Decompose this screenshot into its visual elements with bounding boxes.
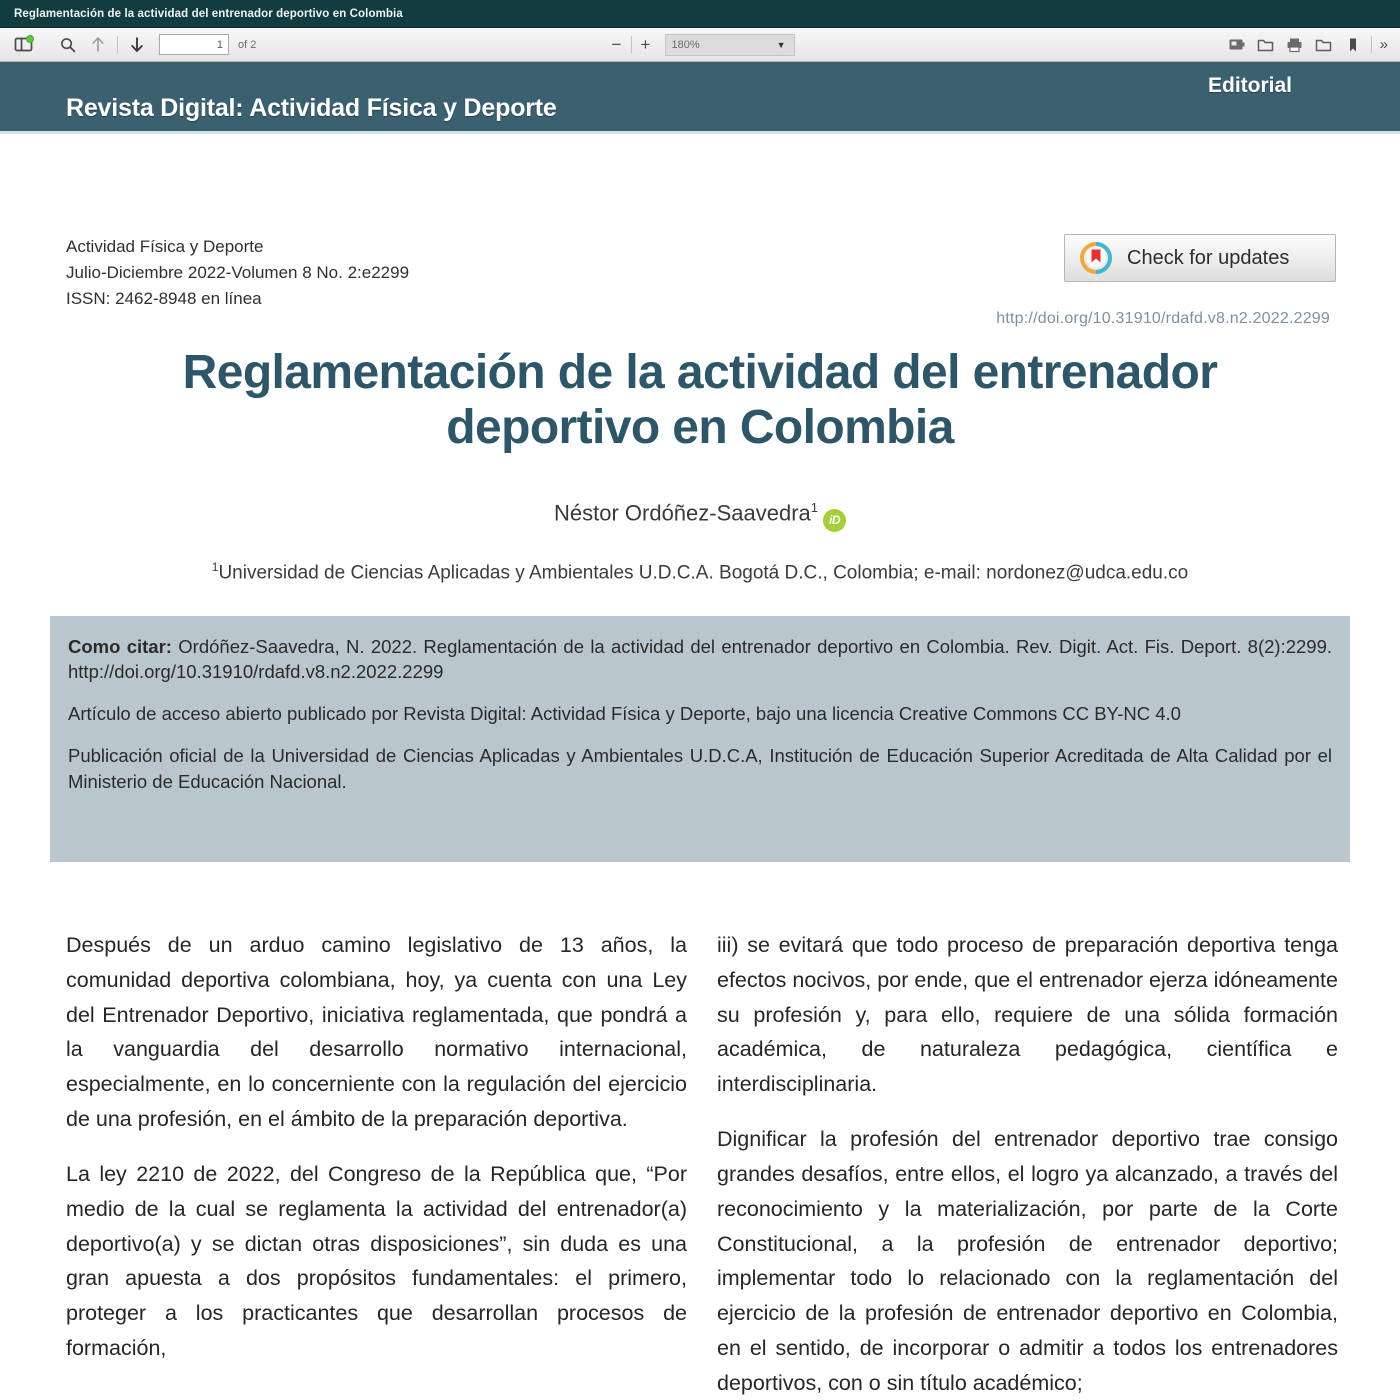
pdf-viewer-toolbar (0, 28, 1400, 62)
article-title: Reglamentación de la actividad del entrenador deportivo en Colombia (182, 346, 1218, 455)
citation-text: Ordóñez-Saavedra, N. 2022. Reglamentación de la actividad del entrenador deportivo en Colombia. Rev. Digit. Act. Fis. Deport. 8(2):2299. http://doi.org/10.31910/rdafd.v8.n2.2022.2299 (68, 636, 1332, 683)
citation-paragraph (68, 634, 1332, 684)
orcid-id-icon[interactable]: iD (823, 509, 846, 532)
zoom-divider (631, 36, 632, 53)
window-title: Reglamentación de la actividad del entrenador deportivo en Colombia (14, 7, 403, 20)
citation-lead: Como citar: (68, 636, 172, 657)
section-label: Editorial (1207, 74, 1292, 97)
author-line (0, 500, 1400, 532)
paragraph: Después de un arduo camino legislativo de 13 años, la comunidad deportiva colombiana, hoy, ya cuenta con una Ley del Entrenador Deportivo, iniciativa reglamentada, que pondrá a la vanguardia del desarrollo normativo internacional, especialmente, en lo concerniente con la regulación del ejercicio de una profesión, en el ámbito de la preparación deportiva. (66, 933, 687, 1132)
doi-link[interactable]: http://doi.org/10.31910/rdafd.v8.n2.2022.2299 (996, 310, 1330, 327)
previous-page-arrow-icon[interactable] (84, 32, 112, 58)
open-file-icon[interactable] (1252, 32, 1280, 58)
pdf-page (0, 62, 1400, 1400)
check-for-updates-label: Check for updates (1127, 246, 1290, 269)
search-icon[interactable] (54, 32, 82, 58)
citation-box (50, 616, 1350, 862)
masthead-block (66, 234, 409, 311)
affiliation-text: Universidad de Ciencias Aplicadas y Ambientales U.D.C.A. Bogotá D.C., Colombia; e-mail: nordonez@udca.edu.co (218, 562, 1189, 584)
journal-banner (0, 62, 1400, 134)
toolbar-right-group (1223, 32, 1392, 58)
notification-dot-icon (26, 35, 34, 43)
author-affiliation-marker: 1 (810, 500, 819, 515)
page-total-label: of 2 (238, 38, 257, 51)
license-paragraph: Artículo de acceso abierto publicado por Revista Digital: Actividad Física y Deporte, bajo una licencia Creative Commons CC BY-NC 4.0 (68, 703, 1181, 725)
toolbar-divider (117, 36, 118, 53)
zoom-level-select[interactable] (665, 34, 795, 56)
zoom-level-value: 180% (671, 38, 700, 51)
author-name: Néstor Ordóñez-Saavedra (553, 500, 811, 526)
paragraph: iii) se evitará que todo proceso de preparación deportiva tenga efectos nocivos, por ende, que el entrenador ejerza idóneamente su profesión y, para ello, requiere de una sólida formación académica, de naturaleza pedagógica, científica e interdisciplinaria. (717, 933, 1338, 1097)
body-column-right (717, 928, 1338, 1400)
crossmark-logo-icon (1079, 241, 1113, 275)
masthead-journal: Actividad Física y Deporte (66, 237, 264, 256)
print-icon[interactable] (1281, 32, 1309, 58)
zoom-out-button[interactable]: − (611, 35, 622, 54)
affiliation-marker: 1 (211, 560, 219, 574)
page-number-input[interactable] (159, 34, 229, 55)
save-file-icon[interactable] (1310, 32, 1338, 58)
more-tools-chevron-icon[interactable]: » (1379, 36, 1388, 53)
chevron-down-icon: ▼ (776, 39, 786, 50)
window-title-bar (0, 0, 1400, 28)
bookmark-icon[interactable] (1339, 32, 1367, 58)
toolbar-divider-right (1371, 36, 1372, 53)
zoom-in-button[interactable]: + (640, 35, 651, 54)
author-affiliation (44, 560, 1356, 584)
body-column-left (66, 928, 687, 1400)
toolbar-left-group (8, 32, 256, 58)
check-for-updates-button[interactable] (1064, 234, 1336, 282)
sidebar-toggle-icon[interactable] (8, 32, 38, 58)
presentation-mode-icon[interactable] (1223, 32, 1251, 58)
publisher-paragraph: Publicación oficial de la Universidad de Ciencias Aplicadas y Ambientales U.D.C.A, Institución de Educación Superior Acreditada de Alta Calidad por el Ministerio de Educación Nacional. (68, 745, 1332, 792)
journal-name: Revista Digital: Actividad Física y Deporte (66, 94, 557, 122)
body-columns (66, 928, 1338, 1400)
paragraph: La ley 2210 de 2022, del Congreso de la República que, “Por medio de la cual se reglamenta la actividad del entrenador(a) deportivo(a) y se dictan otras disposiciones”, sin duda es una gran apuesta a dos propósitos fundamentales: el primero, proteger a los practicantes que desarrollan procesos de formación, (66, 1161, 687, 1361)
masthead-issue: Julio-Diciembre 2022-Volumen 8 No. 2:e2299 (66, 262, 410, 282)
masthead-issn: ISSN: 2462-8948 en línea (66, 288, 262, 308)
paragraph: Dignificar la profesión del entrenador deportivo trae consigo grandes desafíos, entre ellos, el logro ya alcanzado, a través del reconocimiento y la materialización, por parte de la Corte Constitucional, a la profesión de entrenador deportivo; implementar todo lo relacionado con la reglamentación del ejercicio de la profesión de entrenador deportivo en Colombia, en el sentido, de incorporar o admitir a todos los entrenadores deportivos, con o sin título académico; (717, 1127, 1338, 1395)
next-page-arrow-icon[interactable] (123, 32, 151, 58)
